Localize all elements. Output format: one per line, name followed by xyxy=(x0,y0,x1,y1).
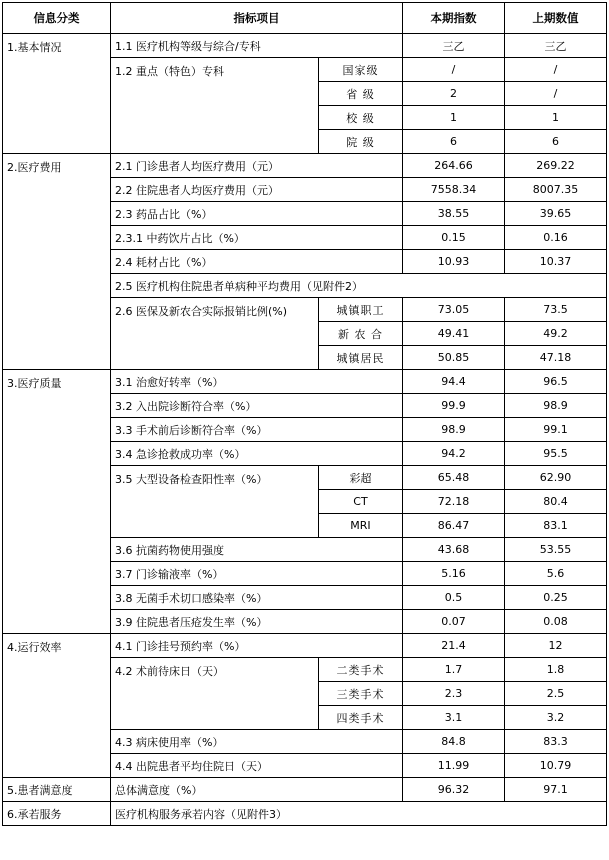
current-value: 三乙 xyxy=(403,34,505,58)
header-category: 信息分类 xyxy=(3,3,111,34)
current-value: 11.99 xyxy=(403,754,505,778)
category-satisfaction: 5.患者满意度 xyxy=(3,778,111,802)
item-label: 2.5 医疗机构住院患者单病种平均费用（见附件2） xyxy=(111,274,607,298)
previous-value: 96.5 xyxy=(505,370,607,394)
item-label: 4.2 术前待床日（天） xyxy=(111,658,319,730)
previous-value: 3.2 xyxy=(505,706,607,730)
previous-value: / xyxy=(505,58,607,82)
current-value: 94.2 xyxy=(403,442,505,466)
sub-item-label: 彩超 xyxy=(319,466,403,490)
previous-value: 269.22 xyxy=(505,154,607,178)
previous-value: 83.1 xyxy=(505,514,607,538)
previous-value: 83.3 xyxy=(505,730,607,754)
current-value: 49.41 xyxy=(403,322,505,346)
table-row xyxy=(3,34,607,58)
item-label: 3.5 大型设备检查阳性率（%） xyxy=(111,466,319,538)
sub-item-label: 二类手术 xyxy=(319,658,403,682)
previous-value: 8007.35 xyxy=(505,178,607,202)
current-value: 50.85 xyxy=(403,346,505,370)
item-label: 3.7 门诊输液率（%） xyxy=(111,562,403,586)
sub-item-label: 城镇居民 xyxy=(319,346,403,370)
table-row xyxy=(3,154,607,178)
current-value: 94.4 xyxy=(403,370,505,394)
item-label: 4.1 门诊挂号预约率（%） xyxy=(111,634,403,658)
previous-value: 53.55 xyxy=(505,538,607,562)
category-basic: 1.基本情况 xyxy=(3,34,111,154)
current-value: 2.3 xyxy=(403,682,505,706)
previous-value: 1 xyxy=(505,106,607,130)
current-value: 73.05 xyxy=(403,298,505,322)
sub-item-label: 校 级 xyxy=(319,106,403,130)
previous-value: 62.90 xyxy=(505,466,607,490)
current-value: 10.93 xyxy=(403,250,505,274)
current-value: 1 xyxy=(403,106,505,130)
previous-value: 99.1 xyxy=(505,418,607,442)
current-value: 0.5 xyxy=(403,586,505,610)
previous-value: 1.8 xyxy=(505,658,607,682)
current-value: 0.07 xyxy=(403,610,505,634)
current-value: 86.47 xyxy=(403,514,505,538)
item-label: 2.2 住院患者人均医疗费用（元） xyxy=(111,178,403,202)
previous-value: 49.2 xyxy=(505,322,607,346)
previous-value: 97.1 xyxy=(505,778,607,802)
item-label: 4.3 病床使用率（%） xyxy=(111,730,403,754)
table-row xyxy=(3,370,607,394)
table-row xyxy=(3,802,607,826)
table-row xyxy=(3,778,607,802)
item-label: 2.4 耗材占比（%） xyxy=(111,250,403,274)
current-value: 264.66 xyxy=(403,154,505,178)
sub-item-label: 四类手术 xyxy=(319,706,403,730)
sub-item-label: 国家级 xyxy=(319,58,403,82)
sub-item-label: 城镇职工 xyxy=(319,298,403,322)
current-value: 0.15 xyxy=(403,226,505,250)
item-label: 3.3 手术前后诊断符合率（%） xyxy=(111,418,403,442)
current-value: 3.1 xyxy=(403,706,505,730)
current-value: 7558.34 xyxy=(403,178,505,202)
previous-value: / xyxy=(505,82,607,106)
previous-value: 98.9 xyxy=(505,394,607,418)
previous-value: 0.16 xyxy=(505,226,607,250)
previous-value: 80.4 xyxy=(505,490,607,514)
current-value: / xyxy=(403,58,505,82)
current-value: 1.7 xyxy=(403,658,505,682)
header-item: 指标项目 xyxy=(111,3,403,34)
previous-value: 三乙 xyxy=(505,34,607,58)
current-value: 5.16 xyxy=(403,562,505,586)
item-label: 2.3.1 中药饮片占比（%） xyxy=(111,226,403,250)
category-quality: 3.医疗质量 xyxy=(3,370,111,634)
sub-item-label: 省 级 xyxy=(319,82,403,106)
item-label: 4.4 出院患者平均住院日（天） xyxy=(111,754,403,778)
item-label: 3.2 入出院诊断符合率（%） xyxy=(111,394,403,418)
item-label: 3.4 急诊抢救成功率（%） xyxy=(111,442,403,466)
previous-value: 0.25 xyxy=(505,586,607,610)
previous-value: 10.37 xyxy=(505,250,607,274)
table-row xyxy=(3,634,607,658)
sub-item-label: CT xyxy=(319,490,403,514)
current-value: 84.8 xyxy=(403,730,505,754)
previous-value: 39.65 xyxy=(505,202,607,226)
item-label: 2.3 药品占比（%） xyxy=(111,202,403,226)
header-previous: 上期数值 xyxy=(505,3,607,34)
item-label: 3.6 抗菌药物使用强度 xyxy=(111,538,403,562)
indicator-table xyxy=(2,2,607,826)
previous-value: 95.5 xyxy=(505,442,607,466)
previous-value: 47.18 xyxy=(505,346,607,370)
item-label: 3.8 无菌手术切口感染率（%） xyxy=(111,586,403,610)
item-label: 总体满意度（%） xyxy=(111,778,403,802)
current-value: 38.55 xyxy=(403,202,505,226)
sub-item-label: 新 农 合 xyxy=(319,322,403,346)
header-current: 本期指数 xyxy=(403,3,505,34)
current-value: 43.68 xyxy=(403,538,505,562)
previous-value: 0.08 xyxy=(505,610,607,634)
category-service: 6.承若服务 xyxy=(3,802,111,826)
previous-value: 73.5 xyxy=(505,298,607,322)
current-value: 65.48 xyxy=(403,466,505,490)
current-value: 72.18 xyxy=(403,490,505,514)
previous-value: 5.6 xyxy=(505,562,607,586)
current-value: 99.9 xyxy=(403,394,505,418)
item-label: 2.1 门诊患者人均医疗费用（元） xyxy=(111,154,403,178)
item-label: 1.2 重点（特色）专科 xyxy=(111,58,319,154)
current-value: 96.32 xyxy=(403,778,505,802)
header-row xyxy=(3,3,607,34)
item-label: 1.1 医疗机构等级与综合/专科 xyxy=(111,34,403,58)
current-value: 6 xyxy=(403,130,505,154)
item-label: 3.9 住院患者压疮发生率（%） xyxy=(111,610,403,634)
current-value: 21.4 xyxy=(403,634,505,658)
current-value: 98.9 xyxy=(403,418,505,442)
current-value: 2 xyxy=(403,82,505,106)
previous-value: 12 xyxy=(505,634,607,658)
category-cost: 2.医疗费用 xyxy=(3,154,111,370)
category-efficiency: 4.运行效率 xyxy=(3,634,111,778)
item-label: 3.1 治愈好转率（%） xyxy=(111,370,403,394)
previous-value: 10.79 xyxy=(505,754,607,778)
item-label: 2.6 医保及新农合实际报销比例(%) xyxy=(111,298,319,370)
previous-value: 2.5 xyxy=(505,682,607,706)
item-label: 医疗机构服务承若内容（见附件3） xyxy=(111,802,607,826)
sub-item-label: 三类手术 xyxy=(319,682,403,706)
previous-value: 6 xyxy=(505,130,607,154)
sub-item-label: 院 级 xyxy=(319,130,403,154)
sub-item-label: MRI xyxy=(319,514,403,538)
